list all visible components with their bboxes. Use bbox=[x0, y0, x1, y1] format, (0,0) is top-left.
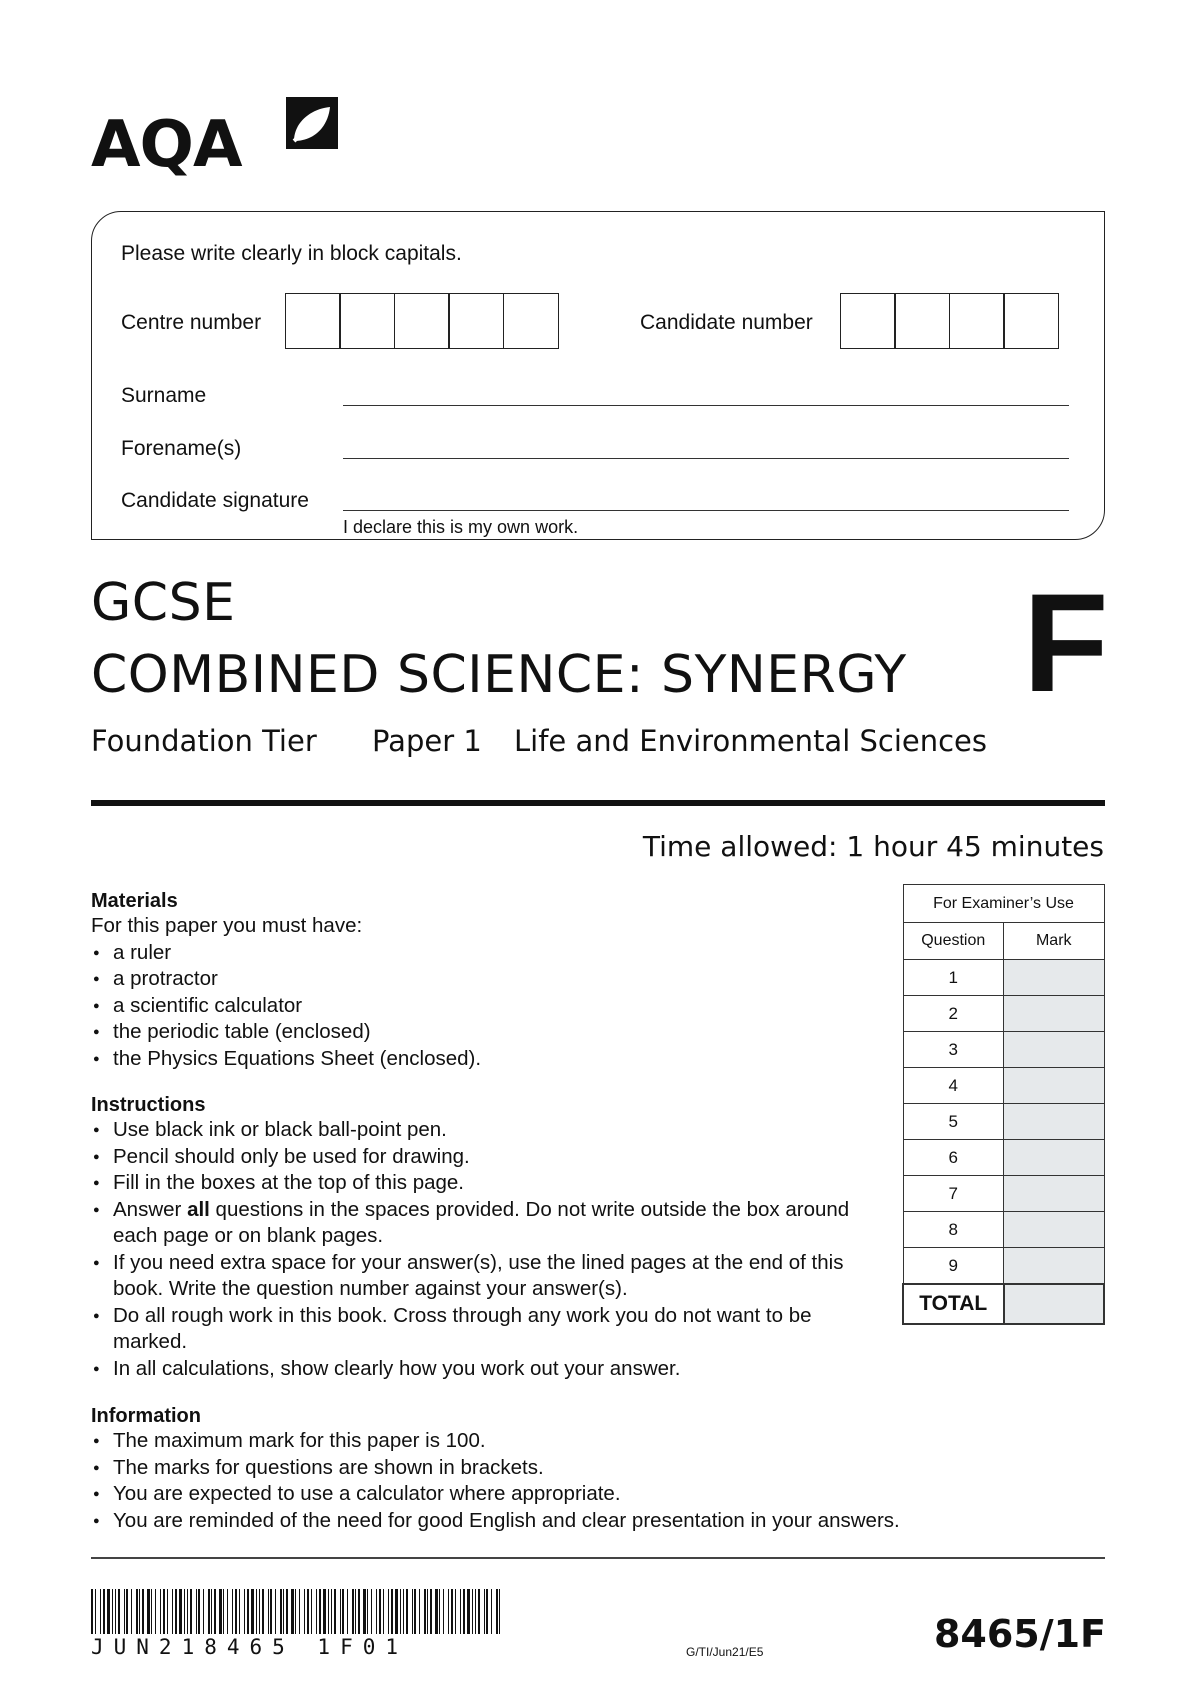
mark-cell[interactable] bbox=[1004, 1140, 1105, 1176]
question-number: 9 bbox=[903, 1248, 1004, 1285]
question-number: 2 bbox=[903, 996, 1004, 1032]
candidate-number-boxes[interactable] bbox=[841, 293, 1059, 349]
paper-label: Paper 1 bbox=[372, 724, 482, 758]
candidate-digit-box[interactable] bbox=[1003, 293, 1059, 349]
materials-section bbox=[91, 890, 891, 1072]
total-label: TOTAL bbox=[903, 1284, 1004, 1324]
question-number: 7 bbox=[903, 1176, 1004, 1212]
candidate-number-label: Candidate number bbox=[640, 311, 813, 334]
candidate-digit-box[interactable] bbox=[840, 293, 896, 349]
logo-text: AQA bbox=[91, 108, 242, 182]
question-column-header: Question bbox=[903, 923, 1004, 960]
text-run: questions in the spaces provided. Do not write outside the box around each page or on blank pages. bbox=[113, 1197, 850, 1247]
paper-title: Life and Environmental Sciences bbox=[514, 724, 988, 758]
barcode-text: JUN218465 1F01 bbox=[91, 1635, 409, 1659]
list-item: ● Do all rough work in this book. Cross through any work you do not want to be marked. bbox=[91, 1303, 876, 1356]
list-item: ● You are reminded of the need for good English and clear presentation in your answers. bbox=[91, 1508, 1101, 1535]
question-number: 6 bbox=[903, 1140, 1004, 1176]
instructions-section bbox=[91, 1094, 876, 1382]
title-divider bbox=[91, 800, 1105, 806]
list-item: ● a protractor bbox=[91, 966, 891, 993]
forename-label: Forename(s) bbox=[121, 437, 242, 460]
mark-cell[interactable] bbox=[1004, 1176, 1105, 1212]
list-item: ● Use black ink or black ball-point pen. bbox=[91, 1117, 876, 1144]
centre-number-label: Centre number bbox=[121, 311, 262, 334]
question-number: 3 bbox=[903, 1032, 1004, 1068]
mark-cell[interactable] bbox=[1004, 1212, 1105, 1248]
centre-digit-box[interactable] bbox=[503, 293, 559, 349]
list-item: ● Fill in the boxes at the top of this page. bbox=[91, 1170, 876, 1197]
mark-cell[interactable] bbox=[1004, 1248, 1105, 1285]
time-allowed: Time allowed: 1 hour 45 minutes bbox=[642, 830, 1104, 863]
list-item: ● The marks for questions are shown in brackets. bbox=[91, 1455, 1101, 1482]
mark-cell[interactable] bbox=[1004, 1068, 1105, 1104]
instructions-list bbox=[91, 1117, 876, 1382]
list-item: ● If you need extra space for your answer(s), use the lined pages at the end of this book. Write the question number against your answer(s). bbox=[91, 1250, 876, 1303]
question-number: 4 bbox=[903, 1068, 1004, 1104]
total-mark-cell[interactable] bbox=[1004, 1284, 1105, 1324]
centre-digit-box[interactable] bbox=[285, 293, 341, 349]
list-item: ● the Physics Equations Sheet (enclosed). bbox=[91, 1046, 891, 1073]
list-item: ● The maximum mark for this paper is 100. bbox=[91, 1428, 1101, 1455]
forename-line[interactable] bbox=[343, 458, 1069, 459]
candidate-digit-box[interactable] bbox=[894, 293, 950, 349]
footer-divider bbox=[91, 1557, 1105, 1559]
centre-digit-box[interactable] bbox=[448, 293, 504, 349]
block-capitals-instruction: Please write clearly in block capitals. bbox=[121, 242, 462, 265]
document-reference: G/TI/Jun21/E5 bbox=[686, 1645, 764, 1659]
surname-label: Surname bbox=[121, 384, 207, 407]
mark-cell[interactable] bbox=[1004, 1104, 1105, 1140]
information-heading: Information bbox=[91, 1405, 201, 1427]
leaf-icon bbox=[280, 95, 340, 153]
text-run: Answer bbox=[113, 1197, 188, 1221]
surname-line[interactable] bbox=[343, 405, 1069, 406]
mark-cell[interactable] bbox=[1004, 1032, 1105, 1068]
question-number: 8 bbox=[903, 1212, 1004, 1248]
list-item: ● a scientific calculator bbox=[91, 993, 891, 1020]
tier-label: Foundation Tier bbox=[91, 724, 317, 758]
instructions-heading: Instructions bbox=[91, 1094, 206, 1116]
examiner-use-header: For Examiner’s Use bbox=[903, 885, 1104, 923]
question-number: 5 bbox=[903, 1104, 1004, 1140]
barcode bbox=[91, 1589, 501, 1634]
materials-heading: Materials bbox=[91, 890, 178, 912]
list-item bbox=[91, 1197, 876, 1250]
declaration-text: I declare this is my own work. bbox=[343, 517, 579, 537]
signature-label: Candidate signature bbox=[121, 489, 309, 512]
emphasis-text: all bbox=[187, 1197, 210, 1221]
mark-cell[interactable] bbox=[1004, 996, 1105, 1032]
materials-list bbox=[91, 940, 891, 1073]
paper-code: 8465/1F bbox=[933, 1612, 1106, 1656]
list-item: ● You are expected to use a calculator where appropriate. bbox=[91, 1481, 1101, 1508]
list-item: ● In all calculations, show clearly how you work out your answer. bbox=[91, 1356, 876, 1383]
mark-column-header: Mark bbox=[1004, 923, 1105, 960]
subject-title: COMBINED SCIENCE: SYNERGY bbox=[91, 645, 907, 705]
centre-digit-box[interactable] bbox=[339, 293, 395, 349]
centre-number-boxes[interactable] bbox=[286, 293, 559, 349]
list-item: ● a ruler bbox=[91, 940, 891, 967]
centre-digit-box[interactable] bbox=[394, 293, 450, 349]
signature-line[interactable] bbox=[343, 510, 1069, 511]
list-item: ● Pencil should only be used for drawing. bbox=[91, 1144, 876, 1171]
information-list bbox=[91, 1428, 1101, 1534]
materials-intro: For this paper you must have: bbox=[91, 914, 363, 937]
examiner-use-table bbox=[902, 884, 1105, 1325]
candidate-digit-box[interactable] bbox=[949, 293, 1005, 349]
information-section bbox=[91, 1405, 1101, 1534]
question-number: 1 bbox=[903, 960, 1004, 996]
list-item: ● the periodic table (enclosed) bbox=[91, 1019, 891, 1046]
tier-letter: F bbox=[1023, 564, 1109, 721]
mark-cell[interactable] bbox=[1004, 960, 1105, 996]
qualification-title: GCSE bbox=[91, 573, 236, 633]
